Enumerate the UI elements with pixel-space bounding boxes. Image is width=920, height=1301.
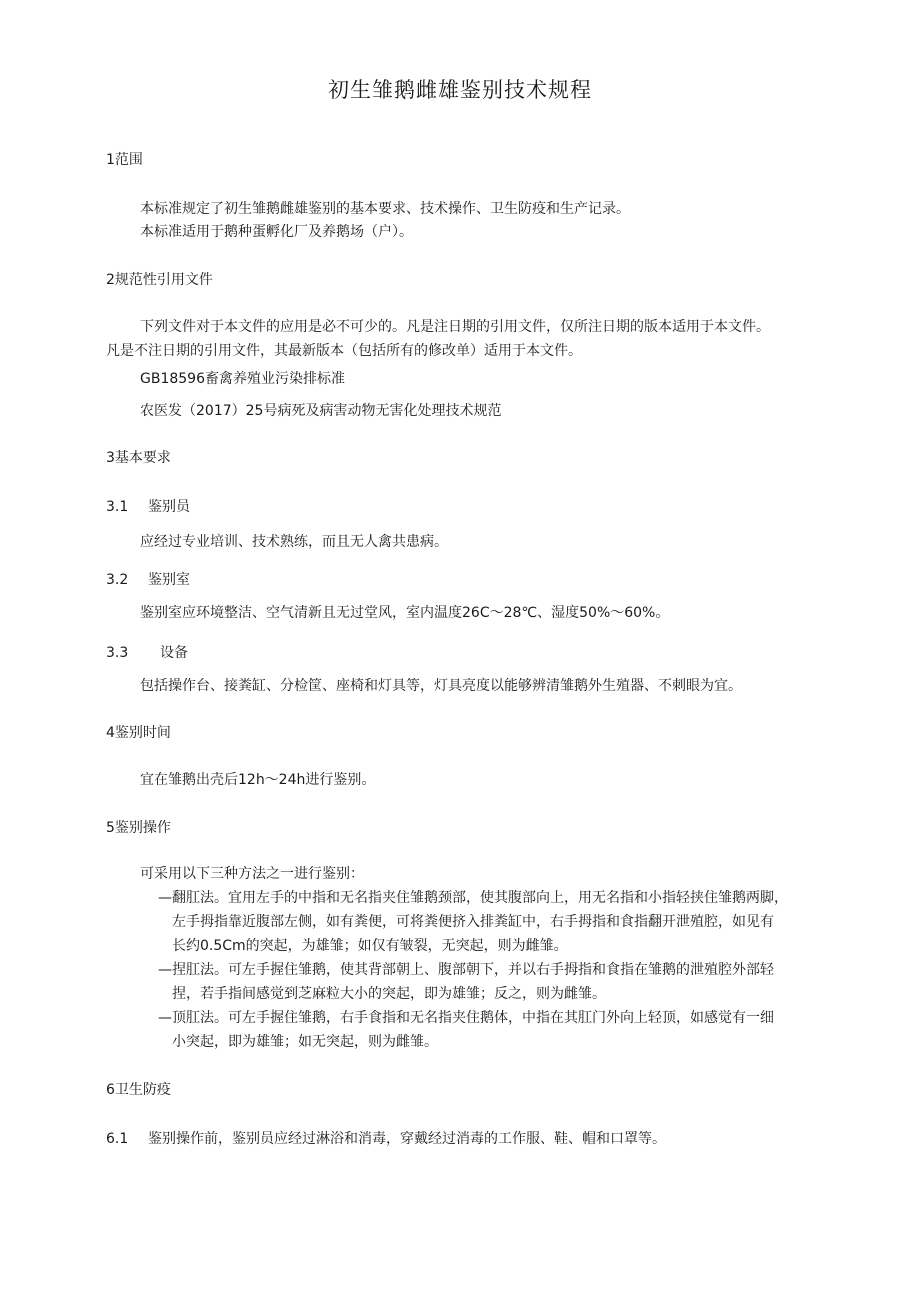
reference-gb18596: GB18596畜禽养殖业污染排标准: [140, 371, 345, 387]
subsection-3-2-number: 3.2: [106, 572, 129, 588]
reference-nongyifa-2017-25: 农医发（2017）25号病死及病害动物无害化处理技术规范: [140, 403, 502, 419]
section-5-heading: 5鉴别操作: [106, 820, 171, 836]
subsection-3-2-label: 鉴别室: [148, 572, 190, 588]
subsection-6-1-number: 6.1: [106, 1131, 129, 1147]
section-2-paragraph-line-1: 下列文件对于本文件的应用是必不可少的。凡是注日期的引用文件，仅所注日期的版本适用于本文件。: [140, 319, 770, 335]
subsection-3-1-text: 应经过专业培训、技术熟练，而且无人禽共患病。: [140, 534, 448, 550]
method-1-line-1: —翻肛法。宜用左手的中指和无名指夹住雏鹅颈部，使其腹部向上，用无名指和小指轻挟住雏鹅两脚，: [158, 890, 788, 906]
section-4-text: 宜在雏鹅出壳后12h～24h进行鉴别。: [140, 772, 376, 788]
method-2-line-2: 捏，若手指间感觉到芝麻粒大小的突起，即为雄雏；反之，则为雌雏。: [172, 986, 606, 1002]
subsection-3-3-label: 设备: [160, 645, 188, 661]
section-3-heading: 3基本要求: [106, 450, 171, 466]
section-1-paragraph-1: 本标准规定了初生雏鹅雌雄鉴别的基本要求、技术操作、卫生防疫和生产记录。: [140, 201, 630, 217]
subsection-3-1-label: 鉴别员: [148, 499, 190, 515]
subsection-3-1-number: 3.1: [106, 499, 129, 515]
subsection-3-3-number: 3.3: [106, 645, 129, 661]
section-2-heading: 2规范性引用文件: [106, 272, 213, 288]
method-2-line-1: —捏肛法。可左手握住雏鹅，使其背部朝上、腹部朝下，并以右手拇指和食指在雏鹅的泄殖腔外部轻: [158, 962, 774, 978]
subsection-3-3-text: 包括操作台、接粪缸、分检筐、座椅和灯具等，灯具亮度以能够辨清雏鹅外生殖器、不刺眼为宜。: [140, 678, 742, 694]
method-3-line-1: —顶肛法。可左手握住雏鹅，右手食指和无名指夹住鹅体，中指在其肛门外向上轻顶，如感觉有一细: [158, 1010, 774, 1026]
method-1-line-2: 左手拇指靠近腹部左侧，如有粪便，可将粪便挤入排粪缸中，右手拇指和食指翻开泄殖腔，如见有: [172, 914, 774, 930]
section-6-heading: 6卫生防疫: [106, 1082, 171, 1098]
document-title: 初生雏鹅雌雄鉴别技术规程: [328, 78, 592, 102]
section-2-paragraph-line-2: 凡是不注日期的引用文件，其最新版本（包括所有的修改单）适用于本文件。: [106, 343, 582, 359]
section-5-intro: 可采用以下三种方法之一进行鉴别：: [140, 866, 364, 882]
section-4-heading: 4鉴别时间: [106, 725, 171, 741]
subsection-3-2-text: 鉴别室应环境整洁、空气清新且无过堂风，室内温度26C～28℃、湿度50%～60%。: [140, 605, 670, 621]
method-3-line-2: 小突起，即为雄雏；如无突起，则为雌雏。: [172, 1034, 438, 1050]
subsection-6-1-text: 鉴别操作前，鉴别员应经过淋浴和消毒，穿戴经过消毒的工作服、鞋、帽和口罩等。: [148, 1131, 666, 1147]
section-1-paragraph-2: 本标准适用于鹅种蛋孵化厂及养鹅场（户）。: [140, 224, 413, 240]
method-1-line-3: 长约0.5Cm的突起，为雄雏；如仅有皱裂，无突起，则为雌雏。: [172, 938, 568, 954]
section-1-heading: 1范围: [106, 152, 143, 168]
